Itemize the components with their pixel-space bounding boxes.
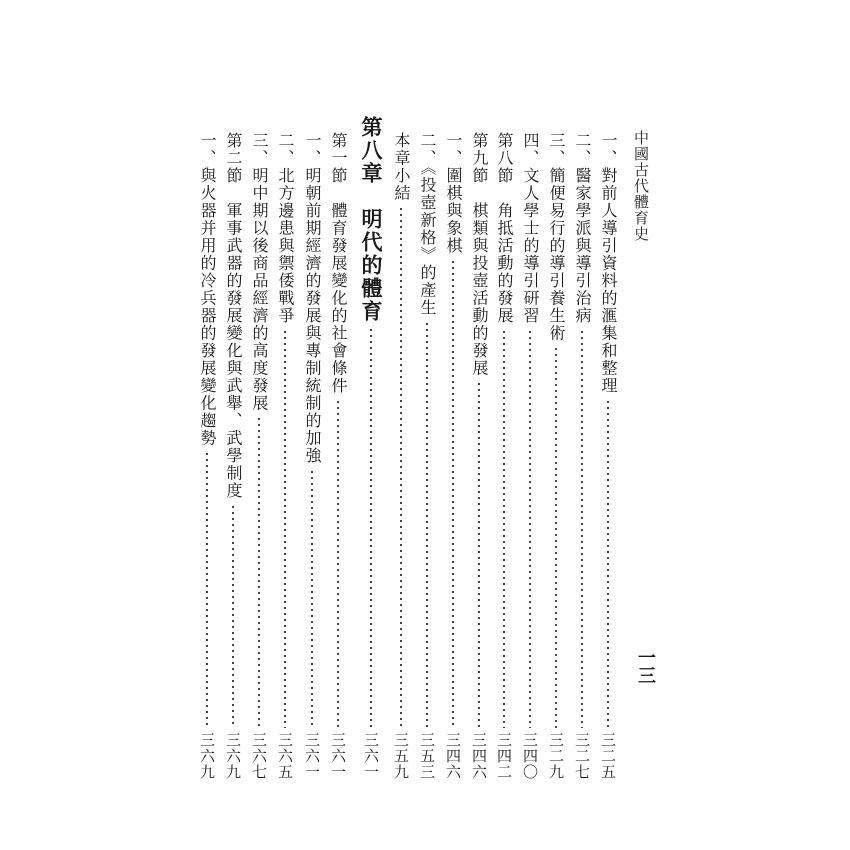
toc-entry-page-number: 三二七	[573, 732, 591, 780]
toc-section-entry	[493, 132, 515, 780]
running-header-title: 中國古代體育史	[632, 130, 650, 242]
toc-entry-page-number: 三六七	[250, 732, 268, 780]
toc-entry-page-number: 三四六	[444, 732, 462, 780]
toc-entry-page-number: 三六一	[362, 732, 380, 780]
toc-entry-page-number: 三六五	[276, 732, 294, 780]
toc-entry-title: 一、明朝前期經濟的發展與專制統制的加強	[303, 132, 322, 465]
toc-entry-title: 第九節 棋類與投壺活動的發展	[470, 132, 489, 377]
toc-entry-title: 第一節 體育發展變化的社會條件	[329, 132, 348, 395]
toc-entry-title: 第八章 明代的體育	[359, 116, 384, 323]
toc-entry-title: 一、對前人導引資料的滙集和整理	[599, 132, 618, 395]
toc-item-entry	[248, 132, 270, 780]
toc-entry-title: 三、簡便易行的導引養生術	[547, 132, 566, 342]
toc-entry-page-number: 三四二	[495, 732, 513, 780]
toc-entry-page-number: 三二五	[599, 732, 617, 780]
toc-item-entry	[301, 132, 323, 780]
toc-section-entry	[327, 132, 349, 780]
toc-entry-title: 一、圍棋與象棋	[444, 132, 463, 255]
dot-leader	[452, 259, 454, 729]
toc-entry-page-number: 三五三	[418, 732, 436, 780]
toc-entry-title: 三、明中期以後商品經濟的高度發展	[250, 132, 269, 412]
dot-leader	[503, 329, 505, 729]
toc-item-entry	[519, 132, 541, 780]
toc-entry-page-number: 三六一	[329, 732, 347, 780]
toc-entry-page-number: 三二九	[547, 732, 565, 780]
toc-entry-title: 二、《投壺新格》的產生	[418, 132, 437, 317]
toc-entry-page-number: 三六九	[198, 732, 216, 780]
toc-entry-title: 第八節 角抵活動的發展	[495, 132, 514, 325]
toc-entry-page-number: 三六九	[224, 732, 242, 780]
toc-entry-page-number: 三四〇	[521, 732, 539, 780]
toc-item-entry	[196, 132, 218, 780]
toc-entry-title: 一、與火器并用的冷兵器的發展變化趨勢	[198, 132, 217, 447]
dot-leader	[555, 346, 557, 728]
toc-item-entry	[442, 132, 464, 780]
dot-leader	[206, 451, 208, 728]
toc-entry-page-number: 三四六	[470, 732, 488, 780]
dot-leader	[337, 399, 339, 729]
toc-section-entry	[468, 132, 490, 780]
dot-leader	[370, 327, 372, 728]
toc-item-entry	[416, 132, 438, 780]
toc-entry-title: 二、北方邊患與禦倭戰爭	[276, 132, 295, 325]
toc-chapter-entry	[360, 116, 382, 780]
dot-leader	[529, 329, 531, 729]
toc-entry-title: 四、文人學士的導引研習	[521, 132, 540, 325]
dot-leader	[284, 329, 286, 729]
toc-item-entry	[597, 132, 619, 780]
toc-entry-title: 二、醫家學派與導引治病	[573, 132, 592, 325]
toc-section-entry	[222, 132, 244, 780]
toc-entry-title: 本章小結	[392, 132, 411, 202]
dot-leader	[607, 399, 609, 729]
dot-leader	[258, 416, 260, 728]
page-number: 一三	[635, 648, 656, 684]
toc-entry-page-number: 三五九	[392, 732, 410, 780]
toc-item-entry	[390, 132, 412, 780]
dot-leader	[426, 321, 428, 729]
toc-item-entry	[274, 132, 296, 780]
dot-leader	[581, 329, 583, 729]
dot-leader	[311, 469, 313, 729]
dot-leader	[400, 206, 402, 728]
dot-leader	[232, 504, 234, 729]
dot-leader	[478, 381, 480, 728]
toc-item-entry	[545, 132, 567, 780]
toc-entry-title: 第二節 軍事武器的發展變化與武舉、武學制度	[224, 132, 243, 500]
toc-entry-page-number: 三六一	[303, 732, 321, 780]
toc-item-entry	[571, 132, 593, 780]
